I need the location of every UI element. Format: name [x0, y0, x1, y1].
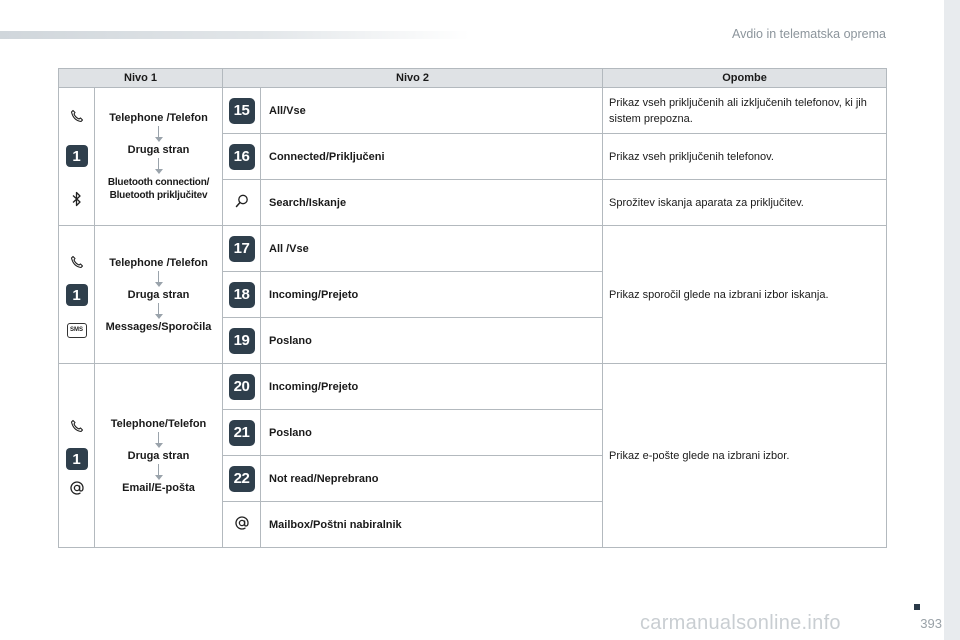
level2-label: Poslano: [261, 410, 603, 456]
level1-item: Messages/Sporočila: [105, 320, 212, 333]
level1-cell: [95, 364, 223, 548]
level1-item: Email/E-pošta: [122, 481, 195, 494]
arrow-down-icon: [95, 463, 222, 481]
level1-cell: [95, 88, 223, 226]
level1-item: Bluetooth connection/ Bluetooth priključitev: [107, 176, 210, 201]
at-icon: [234, 522, 250, 534]
level2-label: Incoming/Prejeto: [261, 272, 603, 318]
table-row: [59, 88, 887, 134]
level1-badge: 1: [66, 145, 88, 167]
level1-badge: 1: [66, 284, 88, 306]
arrow-down-icon: [95, 431, 222, 449]
arrow-down-icon: [95, 270, 222, 288]
page-number: 393: [920, 616, 942, 631]
level2-label: Poslano: [261, 318, 603, 364]
level1-item: Telephone /Telefon: [109, 256, 208, 269]
arrow-down-icon: [95, 157, 222, 175]
column-header-level1: Nivo 1: [59, 69, 223, 88]
arrow-down-icon: [95, 125, 222, 143]
sms-icon: [67, 320, 87, 340]
bluetooth-icon: [67, 189, 87, 209]
number-badge: 15: [229, 98, 255, 124]
arrow-down-icon: [95, 302, 222, 320]
phone-icon: [67, 416, 87, 436]
sms-icon-label: SMS: [67, 323, 87, 338]
page-marker: [914, 604, 920, 610]
table-row: [59, 226, 887, 272]
phone-icon: [67, 252, 87, 272]
level2-label: Incoming/Prejeto: [261, 364, 603, 410]
level1-item: Telephone /Telefon: [109, 111, 208, 124]
level1-item: Druga stran: [127, 143, 190, 156]
at-icon: [67, 478, 87, 498]
table-header-row: [59, 69, 887, 88]
column-header-level2: Nivo 2: [223, 69, 603, 88]
page-edge-bar: [944, 0, 960, 640]
number-badge: 17: [229, 236, 255, 262]
level2-label: All/Vse: [261, 88, 603, 134]
level1-item: Druga stran: [127, 288, 190, 301]
note-cell: Sprožitev iskanja aparata za priključitev.: [603, 180, 887, 226]
number-badge: 22: [229, 466, 255, 492]
level2-label: Connected/Priključeni: [261, 134, 603, 180]
level2-label: All /Vse: [261, 226, 603, 272]
level2-label: Search/Iskanje: [261, 180, 603, 226]
number-badge: 20: [229, 374, 255, 400]
number-badge: 18: [229, 282, 255, 308]
menu-table: [58, 68, 887, 548]
level1-item: Druga stran: [127, 449, 190, 462]
note-cell: Prikaz vseh priključenih telefonov.: [603, 134, 887, 180]
number-badge: 19: [229, 328, 255, 354]
level1-cell: [95, 226, 223, 364]
search-icon: [234, 200, 250, 212]
header-bar: [0, 31, 470, 39]
phone-icon: [67, 106, 87, 126]
level1-item: Telephone/Telefon: [110, 417, 207, 430]
level1-badge: 1: [66, 448, 88, 470]
level1-icons-cell: [59, 226, 95, 364]
level2-label: Not read/Neprebrano: [261, 456, 603, 502]
watermark: carmanualsonline.info: [640, 612, 841, 634]
note-cell: Prikaz e-pošte glede na izbrani izbor.: [603, 364, 887, 548]
column-header-notes: Opombe: [603, 69, 887, 88]
level2-label: Mailbox/Poštni nabiralnik: [261, 502, 603, 548]
number-badge: 21: [229, 420, 255, 446]
note-cell: Prikaz vseh priključenih ali izključenih telefonov, ki jih sistem prepozna.: [603, 88, 887, 134]
level1-icons-cell: [59, 364, 95, 548]
table-row: [59, 364, 887, 410]
level1-icons-cell: [59, 88, 95, 226]
number-badge: 16: [229, 144, 255, 170]
note-cell: Prikaz sporočil glede na izbrani izbor iskanja.: [603, 226, 887, 364]
section-title: Avdio in telematska oprema: [731, 27, 886, 41]
